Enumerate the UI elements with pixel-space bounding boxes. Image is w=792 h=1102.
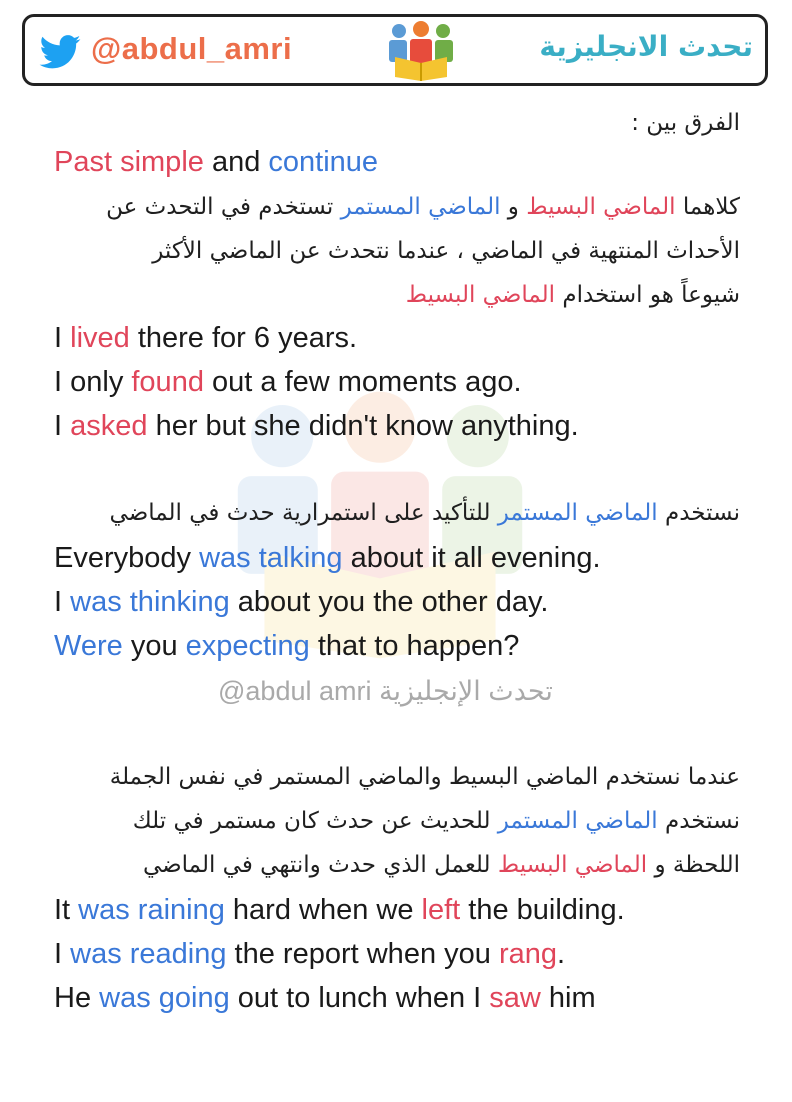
combined-example-1	[54, 894, 625, 927]
text-segment: .	[557, 938, 566, 970]
text-segment: شيوعاً هو استخدام	[555, 282, 740, 308]
text-segment: للحديث عن حدث كان مستمر في تلك	[132, 808, 498, 834]
brand-title: تحدث الانجليزية	[539, 30, 753, 63]
verb-highlight: was going	[99, 982, 230, 1014]
twitter-handle[interactable]: @abdul_amri	[91, 31, 293, 66]
watermark-text: @abdul amri تحدث الإنجليزية	[218, 676, 553, 706]
text-segment: I	[54, 938, 71, 970]
text-segment: نستخدم	[657, 500, 740, 526]
term-past-simple-ar: الماضي البسيط	[405, 282, 556, 308]
intro-title-ar: الفرق بين :	[631, 110, 740, 136]
text-segment: I	[54, 410, 71, 442]
intro-para-line-3	[406, 282, 740, 308]
intro-title-en	[54, 146, 378, 179]
text-segment: للعمل الذي حدث وانتهي في الماضي	[142, 852, 498, 878]
text-segment: I only	[54, 366, 132, 398]
combined-explanation-line-1: عندما نستخدم الماضي البسيط والماضي المستمر في نفس الجملة	[109, 764, 740, 790]
verb-highlight: was raining	[78, 894, 225, 926]
text-segment: I	[54, 586, 71, 618]
verb-highlight: Were	[54, 630, 123, 662]
text-segment: He	[54, 982, 100, 1014]
text-segment: hard when we	[224, 894, 422, 926]
verb-highlight: asked	[70, 410, 148, 442]
text-segment: her but she didn't know anything.	[147, 410, 579, 442]
text-segment: و	[500, 194, 527, 220]
verb-highlight: saw	[489, 982, 541, 1014]
verb-highlight: left	[421, 894, 461, 926]
continuous-example-1	[54, 542, 601, 575]
text-segment: Everybody	[54, 542, 200, 574]
verb-highlight: was thinking	[70, 586, 230, 618]
text-segment: It	[54, 894, 79, 926]
verb-highlight: rang	[498, 938, 557, 970]
text-segment: you	[122, 630, 186, 662]
twitter-bird-icon	[39, 35, 81, 69]
term-past-continuous-ar: الماضي المستمر	[340, 194, 501, 220]
intro-para-line-2: الأحداث المنتهية في الماضي ، عندما نتحدث عن الماضي الأكثر	[152, 238, 740, 264]
text-segment: out a few moments ago.	[203, 366, 522, 398]
combined-example-3	[54, 982, 596, 1015]
continuous-explanation-ar	[110, 500, 740, 526]
verb-highlight: expecting	[185, 630, 310, 662]
verb-highlight: lived	[70, 322, 130, 354]
text-segment: نستخدم	[657, 808, 740, 834]
term-continue: continue	[268, 146, 379, 178]
combined-example-2	[54, 938, 565, 971]
continuous-example-2	[54, 586, 548, 619]
text-segment: there for 6 years.	[129, 322, 358, 354]
verb-highlight: was talking	[199, 542, 343, 574]
text-segment: about you the other day.	[229, 586, 549, 618]
text-segment: اللحظة و	[647, 852, 740, 878]
text-segment: the building.	[460, 894, 625, 926]
verb-highlight: was reading	[70, 938, 227, 970]
text-segment: about it all evening.	[342, 542, 601, 574]
text-segment: out to lunch when I	[229, 982, 490, 1014]
continuous-example-3	[54, 630, 519, 663]
term-past-continuous-ar: الماضي المستمر	[497, 808, 658, 834]
text-segment: تستخدم في التحدث عن	[106, 194, 341, 220]
term-past-simple: Past simple	[54, 146, 204, 178]
header-banner	[22, 14, 768, 86]
term-past-simple-ar: الماضي البسيط	[526, 194, 676, 220]
text-segment: the report when you	[226, 938, 499, 970]
intro-para-line-1	[106, 194, 740, 220]
text-segment: that to happen?	[309, 630, 520, 662]
simple-example-3	[54, 410, 579, 443]
simple-example-2	[54, 366, 522, 399]
combined-explanation-line-2	[133, 808, 740, 834]
term-and: and	[203, 146, 269, 178]
people-book-logo-icon	[385, 21, 457, 81]
term-past-continuous-ar: الماضي المستمر	[497, 500, 658, 526]
term-past-simple-ar: الماضي البسيط	[497, 852, 648, 878]
text-segment: للتأكيد على استمرارية حدث في الماضي	[109, 500, 498, 526]
text-segment: I	[54, 322, 71, 354]
text-segment: him	[540, 982, 596, 1014]
combined-explanation-line-3	[143, 852, 740, 878]
verb-highlight: found	[131, 366, 204, 398]
simple-example-1	[54, 322, 357, 355]
text-segment: كلاهما	[675, 194, 740, 220]
